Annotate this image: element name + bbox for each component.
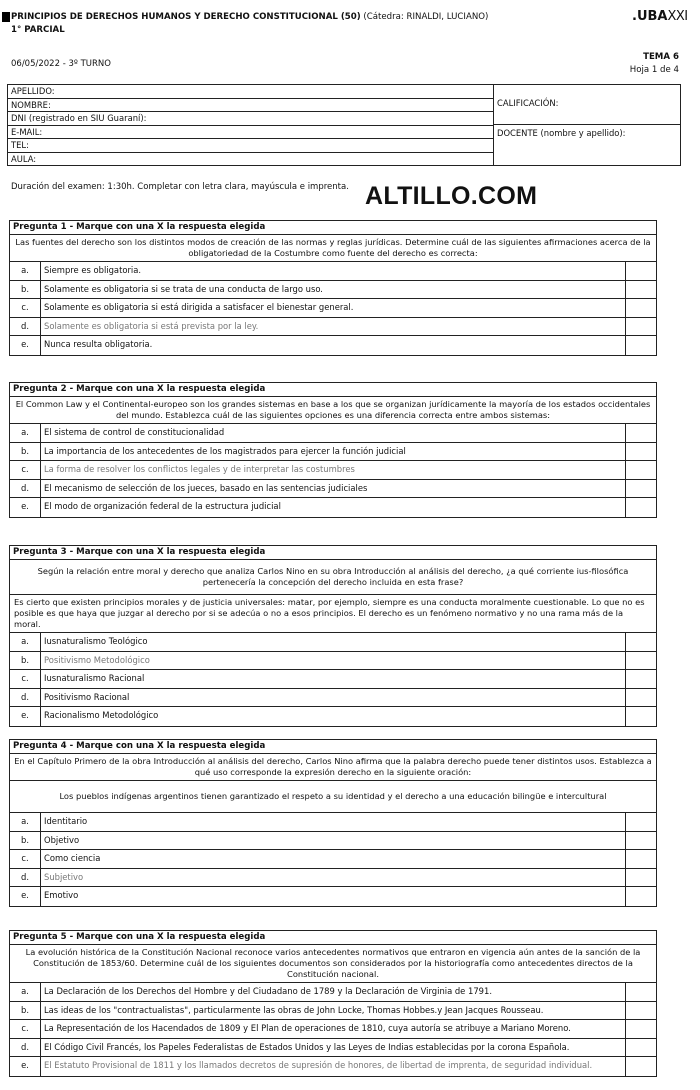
option-letter: a. [10,262,41,280]
answer-box[interactable] [626,832,656,850]
field-apellido[interactable]: APELLIDO: [8,85,493,99]
field-dni[interactable]: DNI (registrado en SIU Guaraní): [8,112,493,126]
option-b[interactable] [10,832,656,851]
option-text: Solamente es obligatoria si se trata de una conducta de largo uso. [41,281,626,299]
answer-box[interactable] [626,887,656,906]
option-text: Positivismo Racional [41,689,626,707]
option-text: El sistema de control de constitucionalidad [41,424,626,442]
logo-main: .UBA [632,9,668,24]
answer-box[interactable] [626,1039,656,1057]
field-nombre[interactable]: NOMBRE: [8,99,493,113]
answer-box[interactable] [626,707,656,726]
exam-subtitle: 1° PARCIAL [11,25,65,35]
option-letter: c. [10,1020,41,1038]
catedra: (Cátedra: RINALDI, LUCIANO) [363,12,489,22]
option-letter: d. [10,689,41,707]
answer-box[interactable] [626,498,656,517]
option-letter: e. [10,498,41,517]
course-title [11,12,488,22]
logo-suffix: XXI [667,9,688,24]
answer-box[interactable] [626,813,656,831]
option-letter: a. [10,983,41,1001]
option-text: La forma de resolver los conflictos legales y de interpretar las costumbres [41,461,626,479]
tema-label: TEMA 6 [643,52,679,62]
answer-box[interactable] [626,689,656,707]
question-title: Pregunta 4 - Marque con una X la respuesta elegida [10,740,656,754]
answer-box[interactable] [626,281,656,299]
question-text: Las fuentes del derecho son los distintos modos de creación de las normas y reglas jurídicas. Determine cuál de las siguientes afirmaciones acerca de la obligatoriedad de la Costumbre como fuente del derecho es correcta: [10,235,656,262]
option-letter: b. [10,443,41,461]
option-letter: d. [10,318,41,336]
option-b[interactable] [10,1002,656,1021]
option-letter: e. [10,887,41,906]
answer-box[interactable] [626,480,656,498]
exam-date: 06/05/2022 - 3º TURNO [11,59,111,69]
option-a[interactable] [10,424,656,443]
option-letter: b. [10,832,41,850]
option-letter: c. [10,670,41,688]
option-c[interactable] [10,670,656,689]
option-letter: e. [10,336,41,355]
option-e[interactable] [10,336,656,355]
answer-box[interactable] [626,670,656,688]
option-text: El modo de organización federal de la estructura judicial [41,498,626,517]
option-text: Identitario [41,813,626,831]
option-text: La importancia de los antecedentes de los magistrados para ejercer la función judicial [41,443,626,461]
option-letter: b. [10,652,41,670]
question-2 [9,382,657,518]
option-text: Racionalismo Metodológico [41,707,626,726]
option-text: Nunca resulta obligatoria. [41,336,626,355]
answer-box[interactable] [626,262,656,280]
question-3 [9,545,657,727]
grading-area [494,85,680,165]
option-text: La Declaración de los Derechos del Hombre y del Ciudadano de 1789 y la Declaración de Virginia de 1791. [41,983,626,1001]
option-letter: e. [10,707,41,726]
exam-instructions: Duración del examen: 1:30h. Completar con letra clara, mayúscula e imprenta. [11,182,349,192]
watermark: ALTILLO.COM [365,182,538,210]
option-text: El Estatuto Provisional de 1811 y los llamados decretos de supresión de honores, de libertad de imprenta, de seguridad individual. [41,1057,626,1076]
option-text: Solamente es obligatoria si está prevista por la ley. [41,318,626,336]
option-text: Solamente es obligatoria si está dirigida a satisfacer el bienestar general. [41,299,626,317]
student-fields [8,85,494,165]
option-letter: b. [10,1002,41,1020]
field-tel[interactable]: TEL: [8,139,493,153]
option-c[interactable] [10,461,656,480]
option-a[interactable] [10,262,656,281]
answer-box[interactable] [626,652,656,670]
header-marker [2,12,10,22]
answer-box[interactable] [626,318,656,336]
question-1 [9,220,657,356]
answer-box[interactable] [626,983,656,1001]
option-letter: c. [10,461,41,479]
option-e[interactable] [10,1057,656,1076]
question-title: Pregunta 1 - Marque con una X la respuesta elegida [10,221,656,235]
option-text: El mecanismo de selección de los jueces, basado en las sentencias judiciales [41,480,626,498]
option-letter: b. [10,281,41,299]
option-text: Siempre es obligatoria. [41,262,626,280]
uba-xxi-logo [632,9,688,24]
option-letter: a. [10,633,41,651]
answer-box[interactable] [626,1002,656,1020]
option-b[interactable] [10,443,656,462]
option-letter: a. [10,424,41,442]
answer-box[interactable] [626,424,656,442]
option-text: Iusnaturalismo Racional [41,670,626,688]
page-count: Hoja 1 de 4 [629,65,679,75]
question-title: Pregunta 3 - Marque con una X la respuesta elegida [10,546,656,560]
option-d[interactable] [10,689,656,708]
question-5 [9,930,657,1077]
option-text: Emotivo [41,887,626,906]
option-text: Como ciencia [41,850,626,868]
option-e[interactable] [10,498,656,517]
answer-box[interactable] [626,461,656,479]
question-quote: Los pueblos indígenas argentinos tienen garantizado el respeto a su identidad y el derecho a una educación bilingüe e intercultural [10,781,656,813]
calificacion-field[interactable]: CALIFICACIÓN: [497,98,559,108]
answer-box[interactable] [626,1020,656,1038]
answer-box[interactable] [626,869,656,887]
option-d[interactable] [10,869,656,888]
option-c[interactable] [10,850,656,869]
answer-box[interactable] [626,443,656,461]
option-b[interactable] [10,652,656,671]
option-e[interactable] [10,707,656,726]
student-info-table [7,84,681,166]
answer-box[interactable] [626,1057,656,1076]
field-aula[interactable]: AULA: [11,153,37,164]
question-title: Pregunta 5 - Marque con una X la respuesta elegida [10,931,656,945]
option-letter: d. [10,480,41,498]
question-4 [9,739,657,907]
answer-box[interactable] [626,850,656,868]
option-letter: c. [10,850,41,868]
question-text: La evolución histórica de la Constitución Nacional reconoce varios antecedentes normativos que entraron en vigencia aún antes de la sanción de la Constitución de 1853/60. Determine cuál de los siguientes documentos son considerados por la historiografía como antecedentes directos de la Constitución nacional. [10,945,656,983]
option-text: Positivismo Metodológico [41,652,626,670]
option-a[interactable] [10,633,656,652]
option-text: Objetivo [41,832,626,850]
option-e[interactable] [10,887,656,906]
grading-divider [494,124,680,125]
docente-field[interactable]: DOCENTE (nombre y apellido): [497,128,626,138]
question-text: Según la relación entre moral y derecho que analiza Carlos Nino en su obra Introducción al análisis del derecho, ¿a qué corriente ius-filosófica pertenecería la concepción del derecho incluida en esta frase? [10,560,656,595]
option-letter: e. [10,1057,41,1076]
option-d[interactable] [10,480,656,499]
option-text: Las ideas de los "contractualistas", particularmente las obras de John Locke, Thomas Hobbes.y Jean Jacques Rousseau. [41,1002,626,1020]
option-text: El Código Civil Francés, los Papeles Federalistas de Estados Unidos y las Leyes de Indias establecidas por la corona Española. [41,1039,626,1057]
question-text: En el Capítulo Primero de la obra Introducción al análisis del derecho, Carlos Nino afirma que la palabra derecho puede tener distintos usos. Establezca a qué uso corresponde la expresión derecho en la siguiente oración: [10,754,656,781]
option-letter: d. [10,1039,41,1057]
field-email[interactable]: E-MAIL: [8,126,493,140]
question-text: El Common Law y el Continental-europeo son los grandes sistemas en base a los que se organizan jurídicamente la mayoría de los estados occidentales del mundo. Establezca cuál de las siguientes opciones es una diferencia correcta entre ambos sistemas: [10,397,656,424]
answer-box[interactable] [626,336,656,355]
option-c[interactable] [10,299,656,318]
answer-box[interactable] [626,299,656,317]
option-b[interactable] [10,281,656,300]
option-letter: c. [10,299,41,317]
option-letter: d. [10,869,41,887]
option-text: Iusnaturalismo Teológico [41,633,626,651]
option-c[interactable] [10,1020,656,1039]
question-title: Pregunta 2 - Marque con una X la respuesta elegida [10,383,656,397]
option-a[interactable] [10,983,656,1002]
option-letter: a. [10,813,41,831]
option-a[interactable] [10,813,656,832]
course-name: PRINCIPIOS DE DERECHOS HUMANOS Y DERECHO CONSTITUCIONAL (50) [11,12,361,22]
option-text: Subjetivo [41,869,626,887]
option-d[interactable] [10,1039,656,1058]
option-text: La Representación de los Hacendados de 1809 y El Plan de operaciones de 1810, cuya autoría se atribuye a Mariano Moreno. [41,1020,626,1038]
question-quote: Es cierto que existen principios morales y de justicia universales: matar, por ejemplo, siempre es una conducta moralmente cuestionable. Lo que no es posible es que haya que juzgar al derecho por si se adecúa o no a esos principios. El derecho es un fenómeno normativo y no una rama más de la moral. [10,595,656,633]
answer-box[interactable] [626,633,656,651]
option-d[interactable] [10,318,656,337]
